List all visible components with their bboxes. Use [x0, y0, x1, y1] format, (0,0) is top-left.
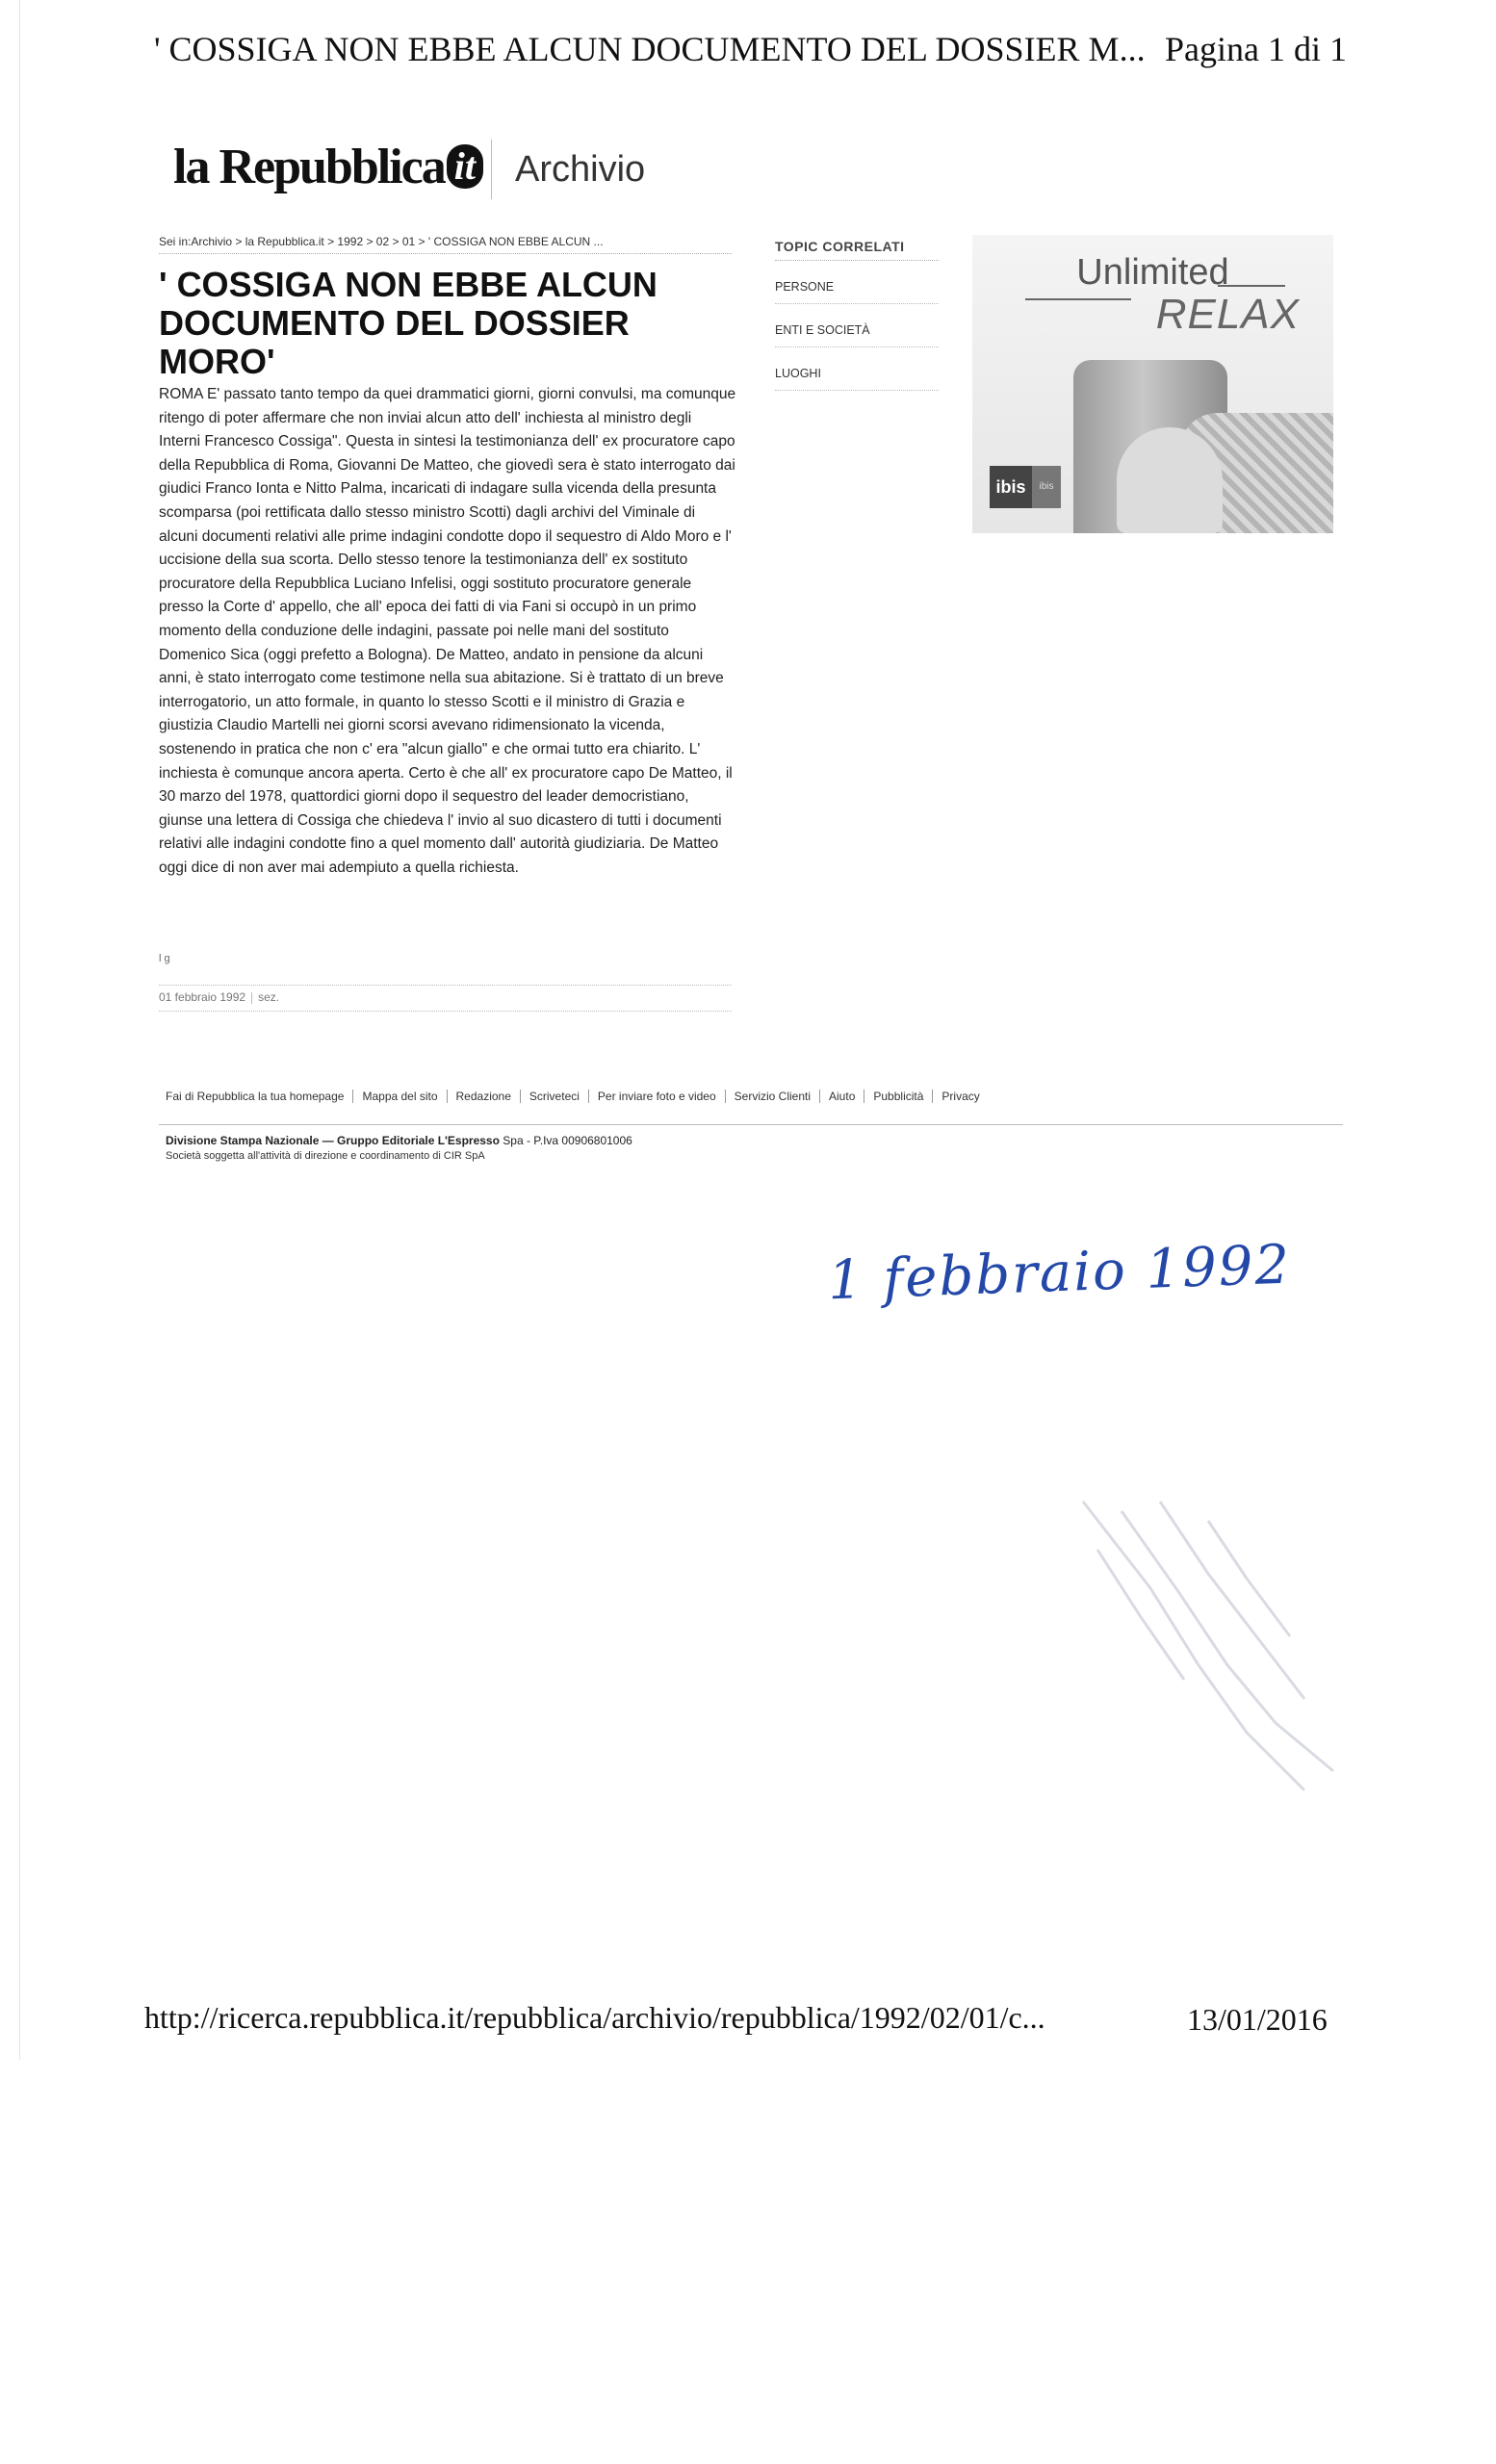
ad-subheadline: RELAX	[1155, 291, 1300, 338]
article-author-initials: l g	[159, 953, 170, 964]
footer-link-redazione[interactable]: Redazione	[447, 1090, 520, 1103]
print-header-page-number: Pagina 1 di 1	[1165, 30, 1347, 68]
print-footer-url: http://ricerca.repubblica.it/repubblica/archivio/repubblica/1992/02/01/c...	[144, 2000, 1045, 2035]
ad-rule-right	[1218, 285, 1285, 287]
article-section-label: sez.	[258, 990, 280, 1004]
article-date: 01 febbraio 1992	[159, 990, 246, 1004]
footer-link-advertising[interactable]: Pubblicità	[864, 1090, 932, 1103]
related-topics	[775, 239, 939, 391]
footer-company-vat: Spa - P.Iva 00906801006	[499, 1134, 632, 1147]
footer-link-homepage[interactable]: Fai di Repubblica la tua homepage	[166, 1090, 345, 1103]
related-topics-heading: TOPIC CORRELATI	[775, 239, 939, 261]
breadcrumb-divider	[159, 253, 732, 254]
breadcrumb[interactable]: Sei in:Archivio > la Repubblica.it > 1992 > 02 > 01 > ' COSSIGA NON EBBE ALCUN ...	[159, 235, 604, 248]
print-footer-date: 13/01/2016	[1187, 2002, 1328, 2037]
footer-company-note: Società soggetta all'attività di direzione e coordinamento di CIR SpA	[166, 1150, 485, 1162]
ibis-logo-secondary: ibis	[1032, 466, 1061, 508]
handwritten-date: 1 febbraio 1992	[827, 1233, 1293, 1313]
meta-separator	[251, 992, 252, 1004]
hand-image	[1117, 427, 1223, 533]
topic-luoghi[interactable]: LUOGHI	[775, 347, 939, 391]
article-body: ROMA E' passato tanto tempo da quei drammatici giorni, giorni convulsi, ma comunque ritengo di poter affermare che non inviai alcun atto dell' inchiesta al ministro degli Interni Francesco Cossiga". Questa in sintesi la testimonianza dell' ex procuratore capo della Repubblica di Roma, Giovanni De Matteo, che giovedì sera è stato interrogato dai giudici Franco Ionta e Nitto Palma, incaricati di indagare sulla vicenda della presunta scomparsa (poi rettificata dallo stesso ministro Scotti) dagli archivi del Viminale di alcuni documenti relativi alle prime indagini condotte dopo il sequestro di Aldo Moro e l' uccisione della sua scorta. Dello stesso tenore la testimonianza dell' ex sostituto procuratore della Repubblica Luciano Infelisi, oggi sostituto procuratore generale presso la Corte d' appello, che all' epoca dei fatti di via Fani si occupò in un primo momento della conduzione delle indagini, passate poi nelle mani del sostituto Domenico Sica (oggi prefetto a Bologna). De Matteo, andato in pensione da alcuni anni, è stato interrogato come testimone nella sua abitazione. Si è trattato di un breve interrogatorio, un atto formale, in quanto lo stesso Scotti e il ministro di Grazia e giustizia Claudio Martelli nei giorni scorsi avevano ridimensionato la vicenda, sostenendo in pratica che non c' era "alcun giallo" e che ormai tutto era chiarito. L' inchiesta è comunque ancora aperta. Certo è che all' ex procuratore capo De Matteo, il 30 marzo del 1978, quattordici giorni dopo il sequestro del leader democristiano, giunse una lettera di Cossiga che chiedeva l' invio al suo dicastero di tutti i documenti relativi alle indagini condotte fino a quel momento dall' autorità giudiziaria. De Matteo oggi dice di non aver mai adempiuto a quella richiesta.	[159, 386, 736, 876]
footer-link-customer-service[interactable]: Servizio Clienti	[725, 1090, 819, 1103]
article-title: ' COSSIGA NON EBBE ALCUN DOCUMENTO DEL DOSSIER MORO'	[159, 265, 658, 381]
meta-divider-bottom	[159, 1011, 732, 1012]
ad-headline: Unlimited	[1076, 252, 1229, 293]
print-header-title: ' COSSIGA NON EBBE ALCUN DOCUMENTO DEL DOSSIER M...	[154, 30, 1146, 68]
ibis-logo: ibis	[990, 466, 1032, 508]
footer-divider	[159, 1124, 1343, 1125]
section-title[interactable]: Archivio	[515, 149, 646, 190]
ad-rule-left	[1025, 298, 1131, 300]
footer-company-info	[166, 1134, 632, 1147]
footer-link-scriveteci[interactable]: Scriveteci	[520, 1090, 588, 1103]
faded-stamp	[1064, 1482, 1353, 1829]
meta-divider-top	[159, 985, 732, 986]
footer-link-help[interactable]: Aiuto	[819, 1090, 864, 1103]
scan-edge	[0, 0, 20, 2060]
article-meta	[159, 990, 279, 1004]
advertisement-banner[interactable]	[972, 235, 1333, 533]
logo-separator	[491, 140, 492, 199]
footer-link-send-media[interactable]: Per inviare foto e video	[588, 1090, 725, 1103]
footer-link-sitemap[interactable]: Mappa del sito	[352, 1090, 446, 1103]
logo-text: la Repubblica	[173, 139, 445, 194]
footer-link-privacy[interactable]: Privacy	[932, 1090, 988, 1103]
site-logo[interactable]	[173, 133, 483, 200]
footer-company-name: Divisione Stampa Nazionale — Gruppo Editoriale L'Espresso	[166, 1134, 500, 1147]
logo-suffix: it	[447, 144, 483, 189]
topic-persone[interactable]: PERSONE	[775, 261, 939, 304]
footer-nav	[166, 1090, 989, 1103]
topic-enti-societa[interactable]: ENTI E SOCIETÀ	[775, 304, 939, 347]
